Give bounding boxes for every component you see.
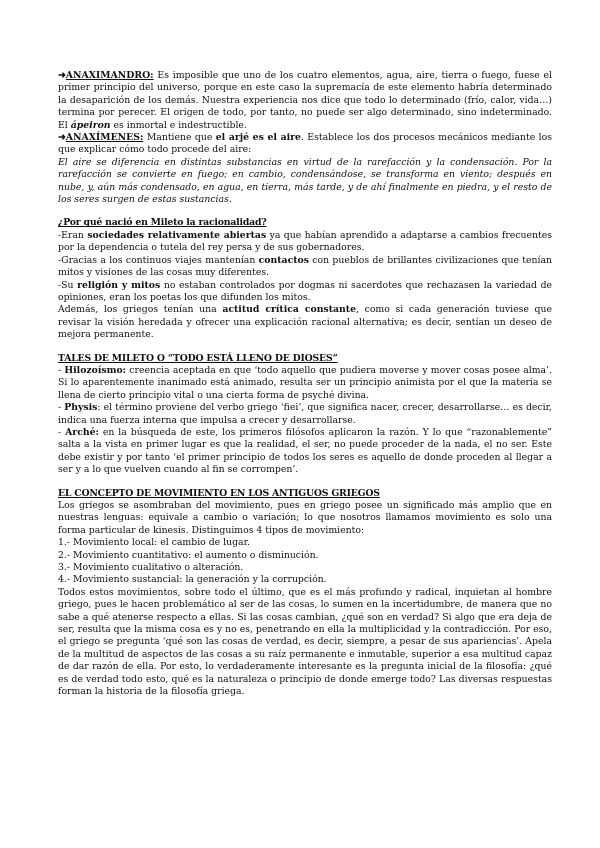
arche-paragraph bbox=[58, 427, 552, 477]
arche-term: Arché: bbox=[65, 426, 99, 438]
item-prefix: Además, los griegos tenían una bbox=[58, 304, 223, 316]
arje-term: el arjé es el aire bbox=[215, 132, 301, 144]
document-page bbox=[58, 70, 552, 699]
physis-term: Physis bbox=[64, 402, 98, 414]
anaximandro-paragraph bbox=[58, 70, 552, 132]
anaximenes-paragraph bbox=[58, 132, 552, 157]
arche-text: en la búsqueda de este, los primeros filósofos aplicaron la razón. Y lo que “razonablemente” salta a la vista en primer lugar es que la realidad, el ser, no puede proceder de la nada, el no ser. Este debe existir y por tanto ‘el primer principio de todos los seres es aquello de donde proceden al llegar a ser y a lo que vuelven cuando al fin se corrompen’. bbox=[58, 426, 552, 476]
racionalidad-heading: ¿Por qué nació en Mileto la racionalidad? bbox=[58, 217, 267, 229]
item-prefix: - bbox=[58, 402, 65, 414]
item-prefix: - bbox=[58, 426, 66, 438]
item-text: ya que habían aprendido a adaptarse a cambios frecuentes por la dependencia o tutela del rey persa y de sus gobernadores. bbox=[58, 229, 553, 254]
arrow-icon: ➜ bbox=[58, 70, 66, 81]
movimiento-type-4: 4.- Movimiento sustancial: la generación y la corrupción. bbox=[58, 574, 327, 586]
item-text: no estaban controlados por dogmas ni sacerdotes que rechazasen la variedad de opiniones, eran los poetas los que difunden los mitos. bbox=[58, 279, 553, 303]
racionalidad-item-3 bbox=[58, 280, 552, 305]
item-text: , como si cada generación tuviese que revisar la visión heredada y ofrecer una explicación racional alternativa; es decir, sentían un deseo de mejora permanente. bbox=[58, 304, 552, 341]
movimiento-type-3: 3.- Movimiento cualitativo o alteración. bbox=[58, 562, 244, 574]
item-prefix: -Gracias a los continuos viajes mantenían bbox=[58, 254, 259, 266]
racionalidad-item-4 bbox=[58, 304, 552, 341]
racionalidad-item-1 bbox=[58, 230, 552, 255]
anaximandro-text-2: es inmortal e indestructible. bbox=[110, 119, 247, 131]
item-prefix: -Eran bbox=[58, 229, 88, 241]
item-bold: actitud crítica constante bbox=[222, 304, 357, 316]
physis-text: : el término proviene del verbo griego ‘fiei’, que significa nacer, crecer, desarrollarse… es decir, indica una fuerza interna que impulsa a crecer y desarrollarse. bbox=[58, 402, 552, 426]
item-prefix: - bbox=[58, 364, 65, 376]
movimiento-closing: Todos estos movimientos, sobre todo el último, que es el más profundo y radical, inquietan al hombre griego, pues le hacen problemático al ser de las cosas, lo sumen en la incertidumbre, de manera que no sabe a qué atenerse respecto a ellas. Si las cosas cambian, ¿qué son en verdad? Si algo que era deja de ser, resulta que la misma cosa es y no es, penetrando en ella la multiplicidad y la contradicción. Por eso, el griego se pregunta ‘qué son las cosas de verdad, es decir, siempre, a pesar de sus apariencias’. Apela de la multitud de aspectos de las cosas a su raíz permanente e inmutable, superior a esa multitud capaz de dar razón de ella. Por esto, lo verdaderamente interesante es la pregunta inicial de la filosofía: ¿qué es de verdad todo esto, qué es la naturaleza o principio de donde emerge todo? Las diversas respuestas forman la historia de la filosofía griega. bbox=[58, 586, 552, 698]
tales-heading: TALES DE MILETO O “TODO ESTÁ LLENO DE DIOSES” bbox=[58, 352, 338, 364]
hilozoismo-term: Hilozoísmo: bbox=[64, 364, 127, 376]
hilozoismo-paragraph bbox=[58, 365, 552, 402]
anaximandro-text-1: Es imposible que uno de los cuatro elementos, agua, aire, tierra o fuego, fuese el primer principio del universo, porque en este caso la supremacía de este elemento habría determinado la desaparición de los demás. Nuestra experiencia nos dice que todo lo determinado (frío, calor, vida…) termina por perecer. El origen de todo, por tanto, no puede ser algo determinado, sino indeterminado. El bbox=[58, 70, 552, 131]
movimiento-type-2: 2.- Movimiento cuantitativo: el aumento o disminución. bbox=[58, 549, 319, 561]
apeiron-term: ápeiron bbox=[70, 119, 111, 131]
item-bold: contactos bbox=[258, 254, 309, 266]
item-text: con pueblos de brillantes civilizaciones que tenían mitos y visiones de las cosas muy diferentes. bbox=[58, 254, 552, 279]
hilozoismo-text: creencia aceptada en que ‘todo aquello que pudiera moverse y mover cosas posee alma’. Si lo aparentemente inanimado está animado, resulta ser un principio animista por el que la materia se llena de cierto principio vital o una cierta forma de psyché divina. bbox=[58, 364, 552, 401]
racionalidad-item-2 bbox=[58, 255, 552, 280]
anaximenes-text-1: Mantiene que bbox=[143, 132, 216, 144]
item-bold: sociedades relativamente abiertas bbox=[87, 229, 267, 241]
movimiento-intro: Los griegos se asombraban del movimiento, pues en griego posee un significado más amplio que en nuestras lenguas: equivale a cambio o variación; lo que nosotros llamamos movimiento es solo una forma particular de kinesis. Distinguimos 4 tipos de movimiento: bbox=[58, 500, 552, 536]
physis-paragraph bbox=[58, 402, 552, 427]
item-bold: religión y mitos bbox=[77, 279, 161, 291]
anaximenes-text-2: . Establece los dos procesos mecánicos mediante los que explicar cómo todo procede del aire: bbox=[58, 132, 552, 156]
item-prefix: -Su bbox=[58, 279, 78, 291]
movimiento-heading: EL CONCEPTO DE MOVIMIENTO EN LOS ANTIGUOS GRIEGOS bbox=[58, 487, 380, 499]
anaximenes-quote: El aire se diferencia en distintas substancias en virtud de la rarefacción y la condensación. Por la rarefacción se convierte en fuego; en cambio, condensándose, se transforma en viento; después en nube, y, aún más condensado, en agua, en tierra, más tarde, y de ahí finalmente en piedra, y el resto de los seres surgen de estas sustancias. bbox=[58, 156, 552, 206]
anaximenes-name: ANAXÍMENES: bbox=[65, 132, 144, 144]
movimiento-type-1: 1.- Movimiento local: el cambio de lugar. bbox=[58, 537, 250, 549]
arrow-icon: ➜ bbox=[58, 132, 66, 144]
anaximandro-name: ANAXIMANDRO: bbox=[65, 70, 154, 81]
